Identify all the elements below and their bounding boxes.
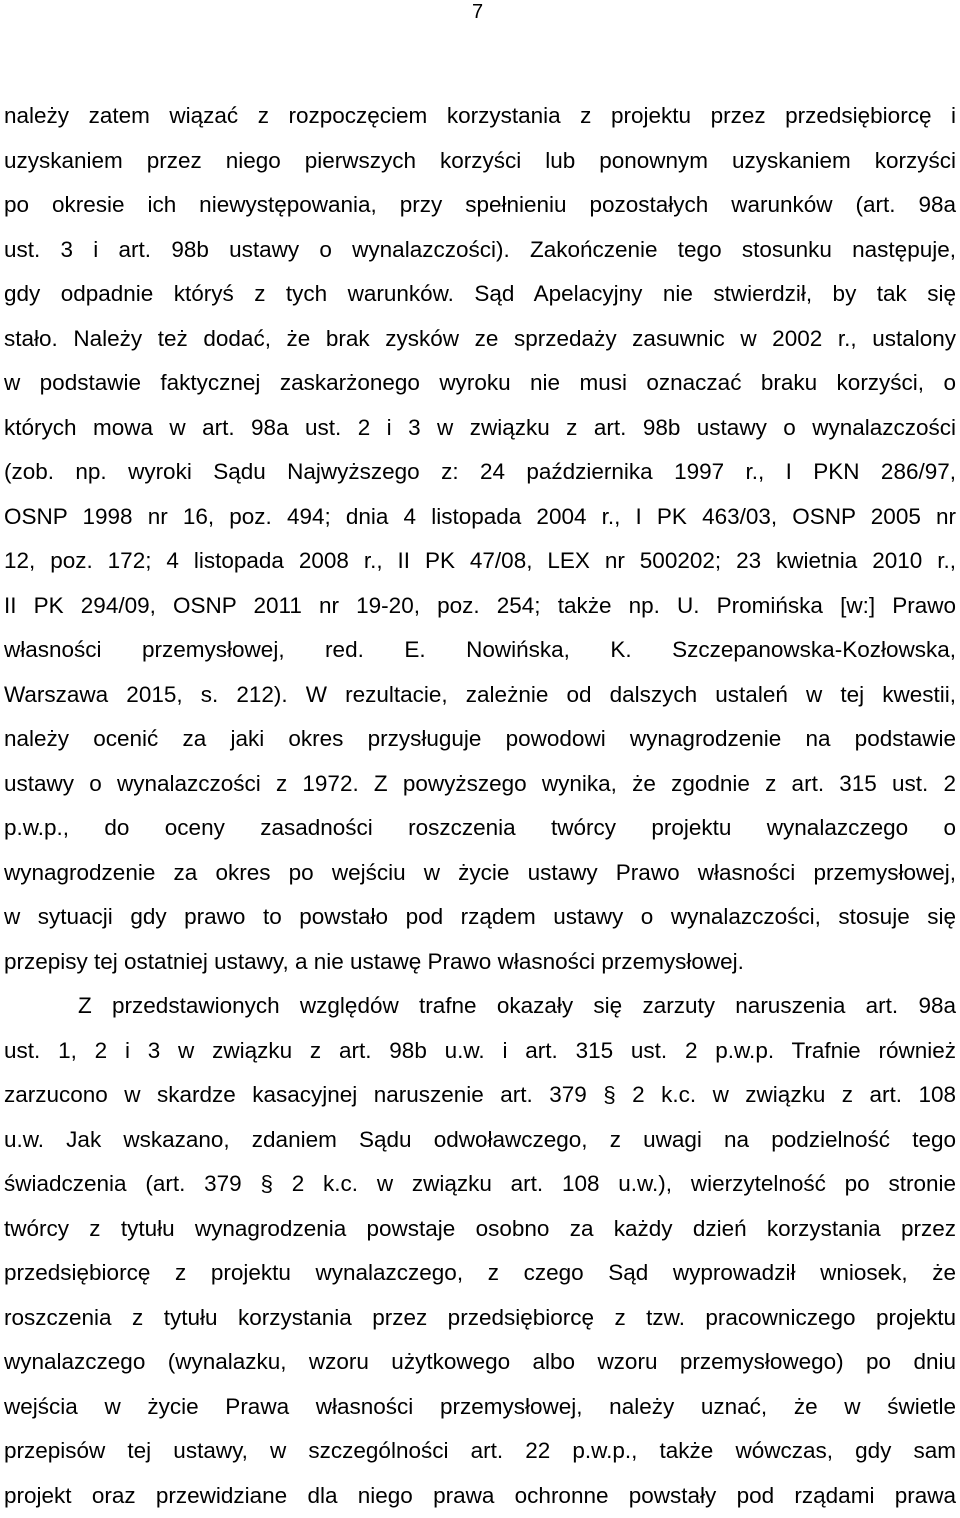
text-line: w sytuacji gdy prawo to powstało pod rządem ustawy o wynalazczości, stosuje się: [4, 895, 956, 940]
text-line: wynalazczego (wynalazku, wzoru użytkowego albo wzoru przemysłowego) po dniu: [4, 1340, 956, 1385]
text-line: po okresie ich niewystępowania, przy spełnieniu pozostałych warunków (art. 98a: [4, 183, 956, 228]
text-line: p.w.p., do oceny zasadności roszczenia twórcy projektu wynalazczego o: [4, 806, 956, 851]
text-line: przedsiębiorcę z projektu wynalazczego, z czego Sąd wyprowadził wniosek, że: [4, 1251, 956, 1296]
text-line: u.w. Jak wskazano, zdaniem Sądu odwoławczego, z uwagi na podzielność tego: [4, 1118, 956, 1163]
document-body: [4, 94, 956, 1518]
text-line: projekt oraz przewidziane dla niego prawa ochronne powstały pod rządami prawa: [4, 1474, 956, 1518]
text-line: świadczenia (art. 379 § 2 k.c. w związku art. 108 u.w.), wierzytelność po stronie: [4, 1162, 956, 1207]
text-line: w podstawie faktycznej zaskarżonego wyroku nie musi oznaczać braku korzyści, o: [4, 361, 956, 406]
text-line: ust. 1, 2 i 3 w związku z art. 98b u.w. i art. 315 ust. 2 p.w.p. Trafnie również: [4, 1029, 956, 1074]
text-line: 12, poz. 172; 4 listopada 2008 r., II PK 47/08, LEX nr 500202; 23 kwietnia 2010 r.,: [4, 539, 956, 584]
text-line: OSNP 1998 nr 16, poz. 494; dnia 4 listopada 2004 r., I PK 463/03, OSNP 2005 nr: [4, 495, 956, 540]
page-number: 7: [472, 2, 483, 22]
text-line: II PK 294/09, OSNP 2011 nr 19-20, poz. 254; także np. U. Promińska [w:] Prawo: [4, 584, 956, 629]
text-line: których mowa w art. 98a ust. 2 i 3 w związku z art. 98b ustawy o wynalazczości: [4, 406, 956, 451]
text-line: ustawy o wynalazczości z 1972. Z powyższego wynika, że zgodnie z art. 315 ust. 2: [4, 762, 956, 807]
text-line: Warszawa 2015, s. 212). W rezultacie, zależnie od dalszych ustaleń w tej kwestii,: [4, 673, 956, 718]
text-line: własności przemysłowej, red. E. Nowińska, K. Szczepanowska-Kozłowska,: [4, 628, 956, 673]
text-line: ust. 3 i art. 98b ustawy o wynalazczości). Zakończenie tego stosunku następuje,: [4, 228, 956, 273]
text-line: gdy odpadnie któryś z tych warunków. Sąd Apelacyjny nie stwierdził, by tak się: [4, 272, 956, 317]
text-line: roszczenia z tytułu korzystania przez przedsiębiorcę z tzw. pracowniczego projektu: [4, 1296, 956, 1341]
text-line: twórcy z tytułu wynagrodzenia powstaje osobno za każdy dzień korzystania przez: [4, 1207, 956, 1252]
text-line: (zob. np. wyroki Sądu Najwyższego z: 24 października 1997 r., I PKN 286/97,: [4, 450, 956, 495]
paragraph-first-line: Z przedstawionych względów trafne okazały się zarzuty naruszenia art. 98a: [4, 984, 956, 1029]
text-line: wejścia w życie Prawa własności przemysłowej, należy uznać, że w świetle: [4, 1385, 956, 1430]
text-line: zarzucono w skardze kasacyjnej naruszenie art. 379 § 2 k.c. w związku z art. 108: [4, 1073, 956, 1118]
text-line: stało. Należy też dodać, że brak zysków ze sprzedaży zasuwnic w 2002 r., ustalony: [4, 317, 956, 362]
text-line: wynagrodzenie za okres po wejściu w życie ustawy Prawo własności przemysłowej,: [4, 851, 956, 896]
text-line: uzyskaniem przez niego pierwszych korzyści lub ponownym uzyskaniem korzyści: [4, 139, 956, 184]
text-line: przepisów tej ustawy, w szczególności art. 22 p.w.p., także wówczas, gdy sam: [4, 1429, 956, 1474]
text-line: przepisy tej ostatniej ustawy, a nie ustawę Prawo własności przemysłowej.: [4, 940, 956, 985]
text-line: należy zatem wiązać z rozpoczęciem korzystania z projektu przez przedsiębiorcę i: [4, 94, 956, 139]
text-line: należy ocenić za jaki okres przysługuje powodowi wynagrodzenie na podstawie: [4, 717, 956, 762]
